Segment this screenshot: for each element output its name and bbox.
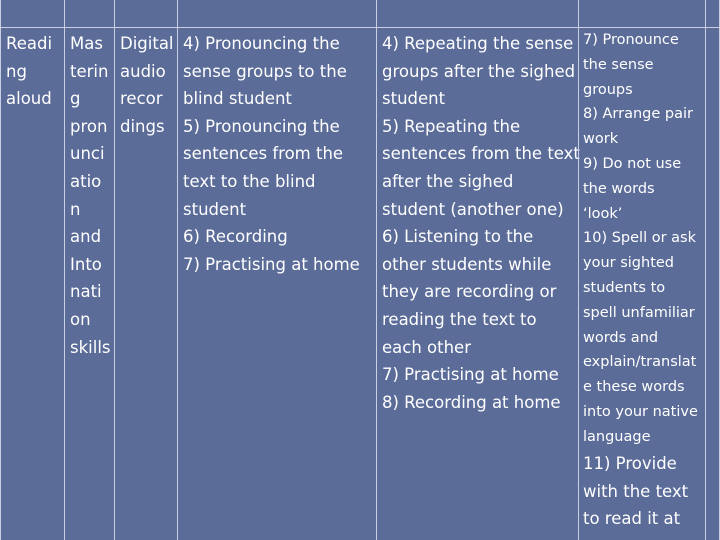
cell-text-aim: Mas terin g pron unci atio n and Into nati on skills (70, 34, 111, 357)
table-cell-aim (64, 0, 114, 540)
table-cell-edge (705, 0, 720, 540)
table-cell-skill (0, 0, 64, 540)
table-cell-recommendations (578, 0, 705, 540)
table-cell-materials (114, 0, 177, 540)
cell-text-teacher-activities: 4) Pronouncing the sense groups to the blind student 5) Pronouncing the sentences from the text to the blind student 6) Recording 7) Practising at home (183, 34, 360, 274)
cell-text-skill: Readi ng aloud (6, 34, 53, 109)
cell-text-recommendations-continued: 11) Provide with the text to read it at (583, 454, 689, 529)
table-cell-student-activities (376, 0, 578, 540)
cell-text-recommendations: 7) Pronounce the sense groups 8) Arrange pair work 9) Do not use the words ‘look’ 10) Spell or ask your sighted students to spell unfamiliar words and explain/translat e these words into your native language (583, 32, 698, 445)
cell-text-materials: Digital audio recor dings (120, 34, 174, 136)
cell-text-student-activities: 4) Repeating the sense groups after the sighed student 5) Repeating the sentences from the text after the sighed student (another one) 6) Listening to the other students while they are recording or reading the text to each other 7) Practising at home 8) Recording at home (382, 34, 580, 412)
table-cell-teacher-activities (177, 0, 376, 540)
